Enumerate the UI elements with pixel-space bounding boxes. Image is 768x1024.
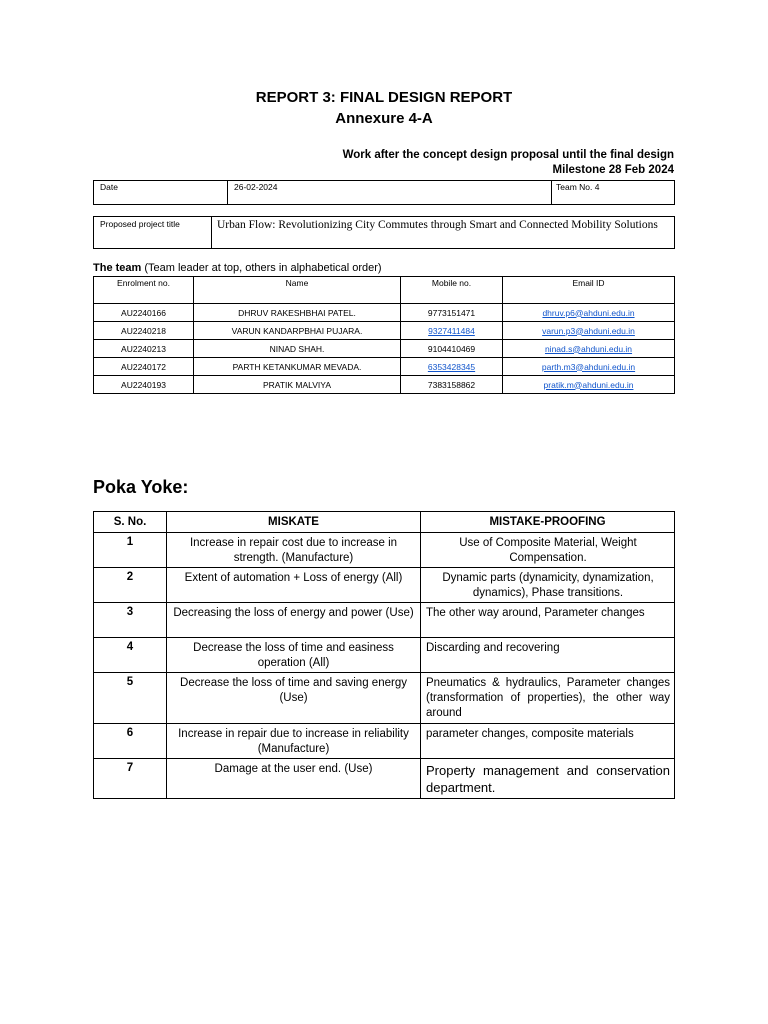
row-number: 3 [94,603,167,638]
annexure-title: Annexure 4-A [335,110,433,127]
table-row [94,568,675,603]
col-mistake: MISKATE [167,512,421,533]
team-heading-bold: The team [93,262,142,274]
table-row [94,724,675,759]
name-cell: PARTH KETANKUMAR MEVADA. [194,358,401,376]
proofing-cell: Discarding and recovering [421,638,675,673]
mobile-cell: 9104410469 [401,340,503,358]
col-email: Email ID [503,277,675,304]
table-row [94,533,675,568]
milestone-line: Milestone 28 Feb 2024 [552,164,674,176]
email-link[interactable]: pratik.m@ahduni.edu.in [543,379,634,390]
enrolment-cell: AU2240193 [94,376,194,394]
table-row [94,358,675,376]
table-row [94,603,675,638]
mistake-cell: Damage at the user end. (Use) [167,759,421,799]
table-row [94,304,675,322]
email-link[interactable]: ninad.s@ahduni.edu.in [544,343,633,354]
project-table [93,216,675,249]
date-label: Date [94,181,228,205]
enrolment-cell: AU2240166 [94,304,194,322]
poka-yoke-heading: Poka Yoke: [93,477,189,497]
table-row [94,673,675,724]
mobile-link[interactable]: 9327411484 [428,325,475,336]
report-title: REPORT 3: FINAL DESIGN REPORT [255,89,513,106]
row-number: 7 [94,759,167,799]
mobile-cell: 9773151471 [401,304,503,322]
table-row [94,376,675,394]
project-title-label: Proposed project title [94,217,212,249]
team-number: Team No. 4 [552,181,675,205]
proofing-cell: Dynamic parts (dynamicity, dynamization, dynamics), Phase transitions. [421,568,675,603]
email-link[interactable]: dhruv.p6@ahduni.edu.in [542,307,635,318]
row-number: 1 [94,533,167,568]
mobile-link[interactable]: 6353428345 [427,361,476,372]
email-link[interactable]: parth.m3@ahduni.edu.in [541,361,636,372]
proofing-cell: Use of Composite Material, Weight Compensation. [421,533,675,568]
mistake-cell: Decreasing the loss of energy and power (Use) [167,603,421,638]
team-table [93,276,675,394]
row-number: 4 [94,638,167,673]
project-title-value: Urban Flow: Revolutionizing City Commutes through Smart and Connected Mobility Solutions [212,217,675,249]
col-name: Name [194,277,401,304]
row-number: 5 [94,673,167,724]
proofing-cell: Property management and conservation department. [421,759,675,799]
enrolment-cell: AU2240172 [94,358,194,376]
email-link[interactable]: varun.p3@ahduni.edu.in [542,325,635,336]
name-cell: NINAD SHAH. [194,340,401,358]
info-table [93,180,675,205]
mistake-cell: Extent of automation + Loss of energy (All) [167,568,421,603]
table-row [94,759,675,799]
name-cell: DHRUV RAKESHBHAI PATEL. [194,304,401,322]
enrolment-cell: AU2240218 [94,322,194,340]
work-line: Work after the concept design proposal until the final design [342,149,674,161]
table-row [94,638,675,673]
enrolment-cell: AU2240213 [94,340,194,358]
col-proofing: MISTAKE-PROOFING [421,512,675,533]
team-heading [93,262,382,274]
col-enrolment: Enrolment no. [94,277,194,304]
col-mobile: Mobile no. [401,277,503,304]
table-row [94,340,675,358]
mobile-cell: 7383158862 [401,376,503,394]
mistake-cell: Increase in repair due to increase in reliability (Manufacture) [167,724,421,759]
poka-yoke-table [93,511,675,799]
table-row [94,322,675,340]
proofing-cell: Pneumatics & hydraulics, Parameter changes (transformation of properties), the other way around [421,673,675,724]
proofing-cell: parameter changes, composite materials [421,724,675,759]
team-heading-note: (Team leader at top, others in alphabetical order) [141,262,382,274]
row-number: 2 [94,568,167,603]
mistake-cell: Decrease the loss of time and saving energy (Use) [167,673,421,724]
name-cell: PRATIK MALVIYA [194,376,401,394]
date-value: 26-02-2024 [228,181,552,205]
mistake-cell: Decrease the loss of time and easiness operation (All) [167,638,421,673]
name-cell: VARUN KANDARPBHAI PUJARA. [194,322,401,340]
col-sno: S. No. [94,512,167,533]
mistake-cell: Increase in repair cost due to increase in strength. (Manufacture) [167,533,421,568]
row-number: 6 [94,724,167,759]
proofing-cell: The other way around, Parameter changes [421,603,675,638]
